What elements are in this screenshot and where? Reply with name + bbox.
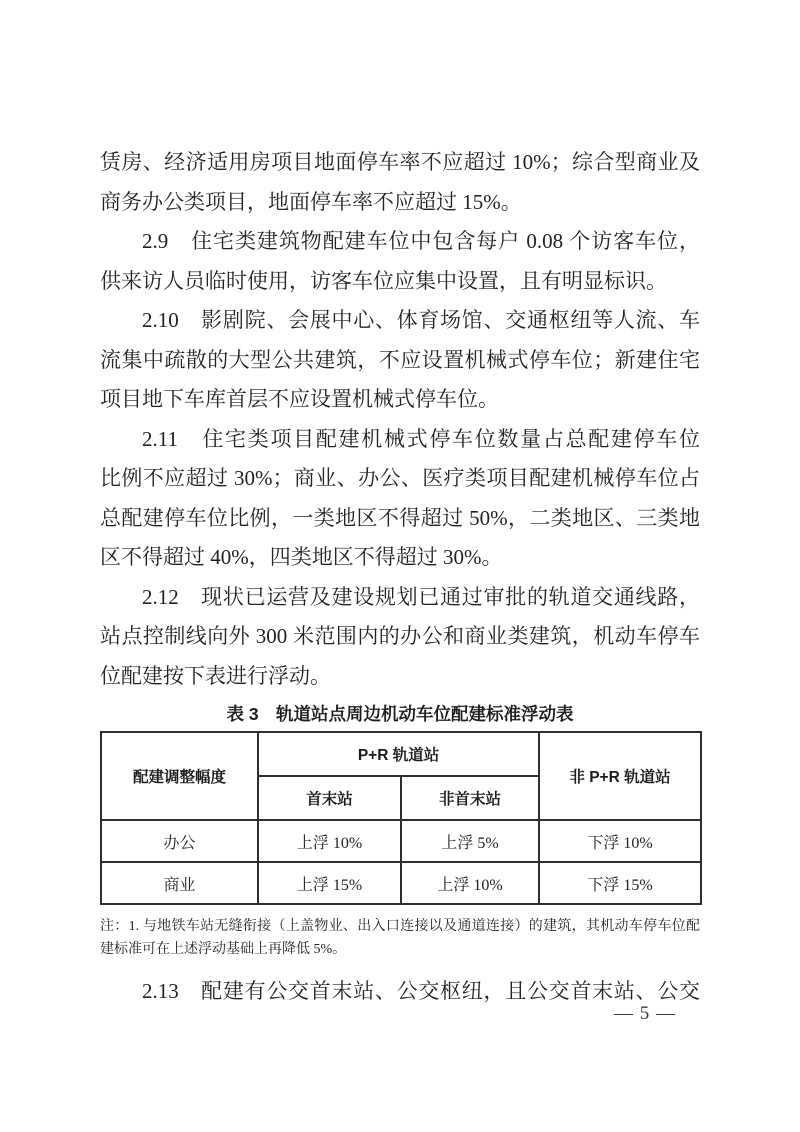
header-cell-pr-station: P+R 轨道站: [258, 732, 539, 776]
paragraph-line: 赁房、经济适用房项目地面停车率不应超过 10%；综合型商业及: [100, 150, 700, 174]
header-cell-row-label: 配建调整幅度: [101, 732, 258, 820]
paragraph-line: 商务办公类项目，地面停车率不应超过 15%。: [100, 189, 522, 214]
note-line: 建标准可在上述浮动基础上再降低 5%。: [100, 942, 347, 957]
note-line: 注：1. 与地铁车站无缝衔接（上盖物业、出入口连接以及通道连接）的建筑，其机动车停车位配: [100, 919, 700, 934]
page-number: — 5 —: [614, 1003, 676, 1024]
paragraph-line: 2.11 住宅类项目配建机械式停车位数量占总配建停车位: [142, 426, 700, 451]
table-cell: 上浮 10%: [258, 820, 401, 862]
table-cell: 上浮 10%: [401, 862, 539, 904]
paragraph-line: 位配建按下表进行浮动。: [100, 663, 331, 688]
table-note: [100, 915, 700, 961]
header-cell-non-pr-station: 非 P+R 轨道站: [539, 732, 701, 820]
closing-paragraph: [100, 972, 700, 1012]
parking-adjustment-table: [100, 731, 702, 905]
table-row: [101, 820, 701, 862]
header-cell-non-terminal: 非首末站: [401, 776, 539, 820]
table-cell: 上浮 5%: [401, 820, 539, 862]
table-caption: 表 3 轨道站点周边机动车位配建标准浮动表: [226, 704, 574, 724]
paragraph-line: 项目地下车库首层不应设置机械式停车位。: [100, 387, 499, 411]
table-cell: 下浮 10%: [539, 820, 701, 862]
table-header-row-1: [101, 732, 701, 776]
paragraph-line: 比例不应超过 30%；商业、办公、医疗类项目配建机械停车位占: [100, 466, 700, 490]
paragraph-line: 总配建停车位比例，一类地区不得超过 50%，二类地区、三类地: [100, 505, 700, 530]
body-paragraphs: [100, 143, 700, 696]
paragraph-line: 2.12 现状已运营及建设规划已通过审批的轨道交通线路，: [142, 584, 700, 609]
paragraph-line: 2.9 住宅类建筑物配建车位中包含每户 0.08 个访客车位，: [142, 229, 700, 253]
paragraph-line: 2.13 配建有公交首末站、公交枢纽，且公交首末站、公交: [142, 979, 700, 1003]
paragraph-line: 区不得超过 40%，四类地区不得超过 30%。: [100, 545, 503, 569]
paragraph-line: 站点控制线向外 300 米范围内的办公和商业类建筑，机动车停车: [100, 624, 700, 648]
table-cell: 下浮 15%: [539, 862, 701, 904]
header-cell-terminal: 首末站: [258, 776, 401, 820]
table-cell-category: 办公: [101, 820, 258, 862]
table-cell: 上浮 15%: [258, 862, 401, 904]
page-content: [100, 143, 700, 1012]
paragraph-line: 供来访人员临时使用，访客车位应集中设置，且有明显标识。: [100, 268, 667, 293]
paragraph-line: 流集中疏散的大型公共建筑，不应设置机械式停车位；新建住宅: [100, 347, 700, 372]
paragraph-line: 2.10 影剧院、会展中心、体育场馆、交通枢纽等人流、车: [142, 308, 700, 332]
table-row: [101, 862, 701, 904]
table-cell-category: 商业: [101, 862, 258, 904]
